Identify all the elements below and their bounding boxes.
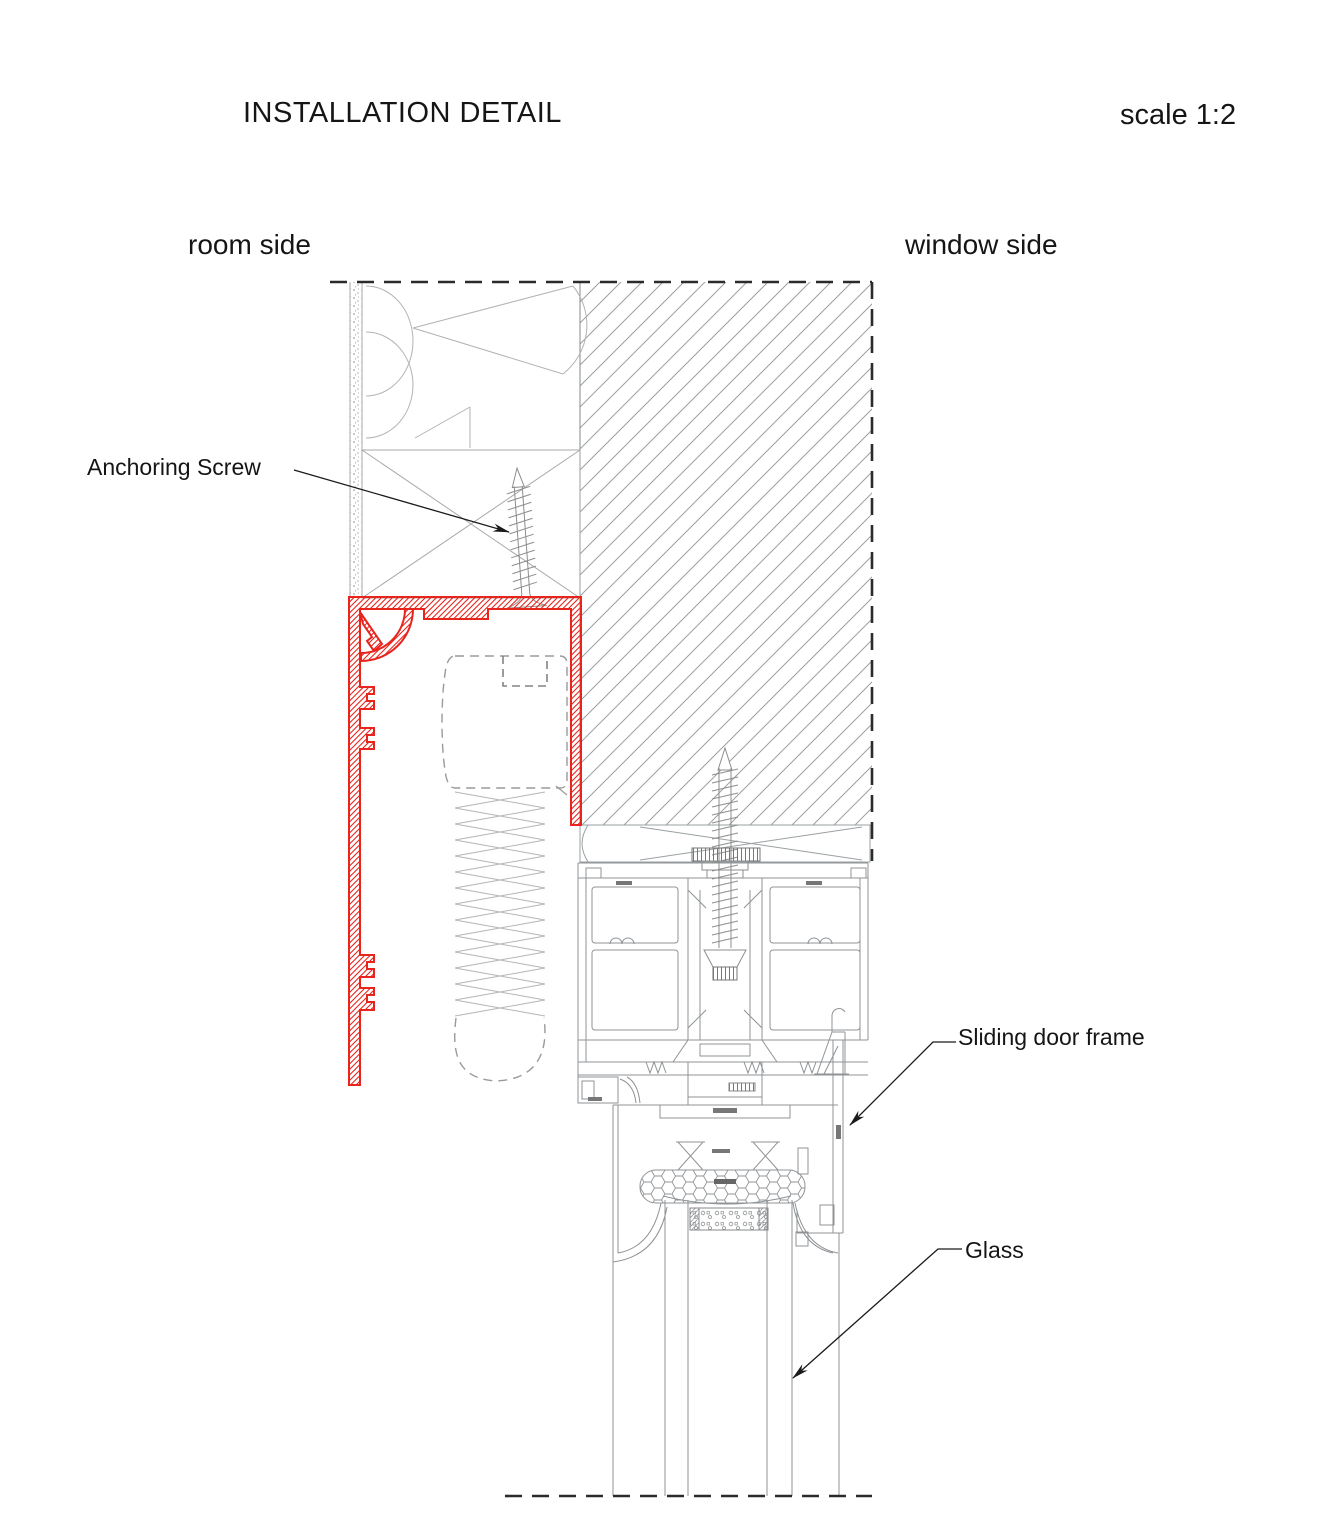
gasket-mark [616, 881, 632, 885]
gasket-mark [836, 1125, 841, 1139]
window-side-label: window side [905, 229, 1058, 260]
glazing-beads [613, 1148, 838, 1262]
glass-pane-lines [665, 1200, 792, 1496]
profile-hook [360, 612, 382, 651]
annotation-sliding-door-frame: Sliding door frame [958, 1024, 1145, 1050]
plaster-layer [350, 282, 362, 598]
wall-section [350, 282, 872, 862]
scale-label: scale 1:2 [1120, 99, 1237, 131]
leader-glass [793, 1249, 962, 1378]
profile-pocket-arm [361, 609, 413, 661]
wood-blocking [362, 450, 580, 598]
annotation-glass: Glass [965, 1237, 1024, 1263]
glazing-clamps [676, 1142, 782, 1170]
masonry-hatch [580, 282, 872, 825]
roller-blind-box [442, 656, 567, 795]
anchor-screw-wood [497, 467, 547, 608]
room-side-label: room side [188, 229, 311, 260]
spacer-bar [690, 1208, 768, 1230]
annotation-anchoring-screw: Anchoring Screw [87, 454, 261, 480]
spring-end-cap [455, 1018, 545, 1081]
frame-head-outline [578, 863, 868, 1103]
gasket-mark [806, 881, 822, 885]
right-frame-wall [797, 1040, 843, 1496]
leader-sliding-door-frame [850, 1042, 956, 1125]
left-hardware-box [578, 1077, 640, 1103]
tension-spring [455, 792, 545, 1081]
leader-anchoring-screw [294, 470, 509, 532]
left-sash-wall [613, 1105, 618, 1496]
insulation-symbol [366, 286, 587, 448]
comb-serrations [646, 1062, 816, 1073]
right-foot-bracket [729, 1009, 849, 1091]
counter-frame-profile [349, 597, 581, 1085]
glass-unit [640, 1170, 805, 1496]
drawing-title: INSTALLATION DETAIL [243, 97, 562, 129]
profile-body [349, 597, 581, 1085]
